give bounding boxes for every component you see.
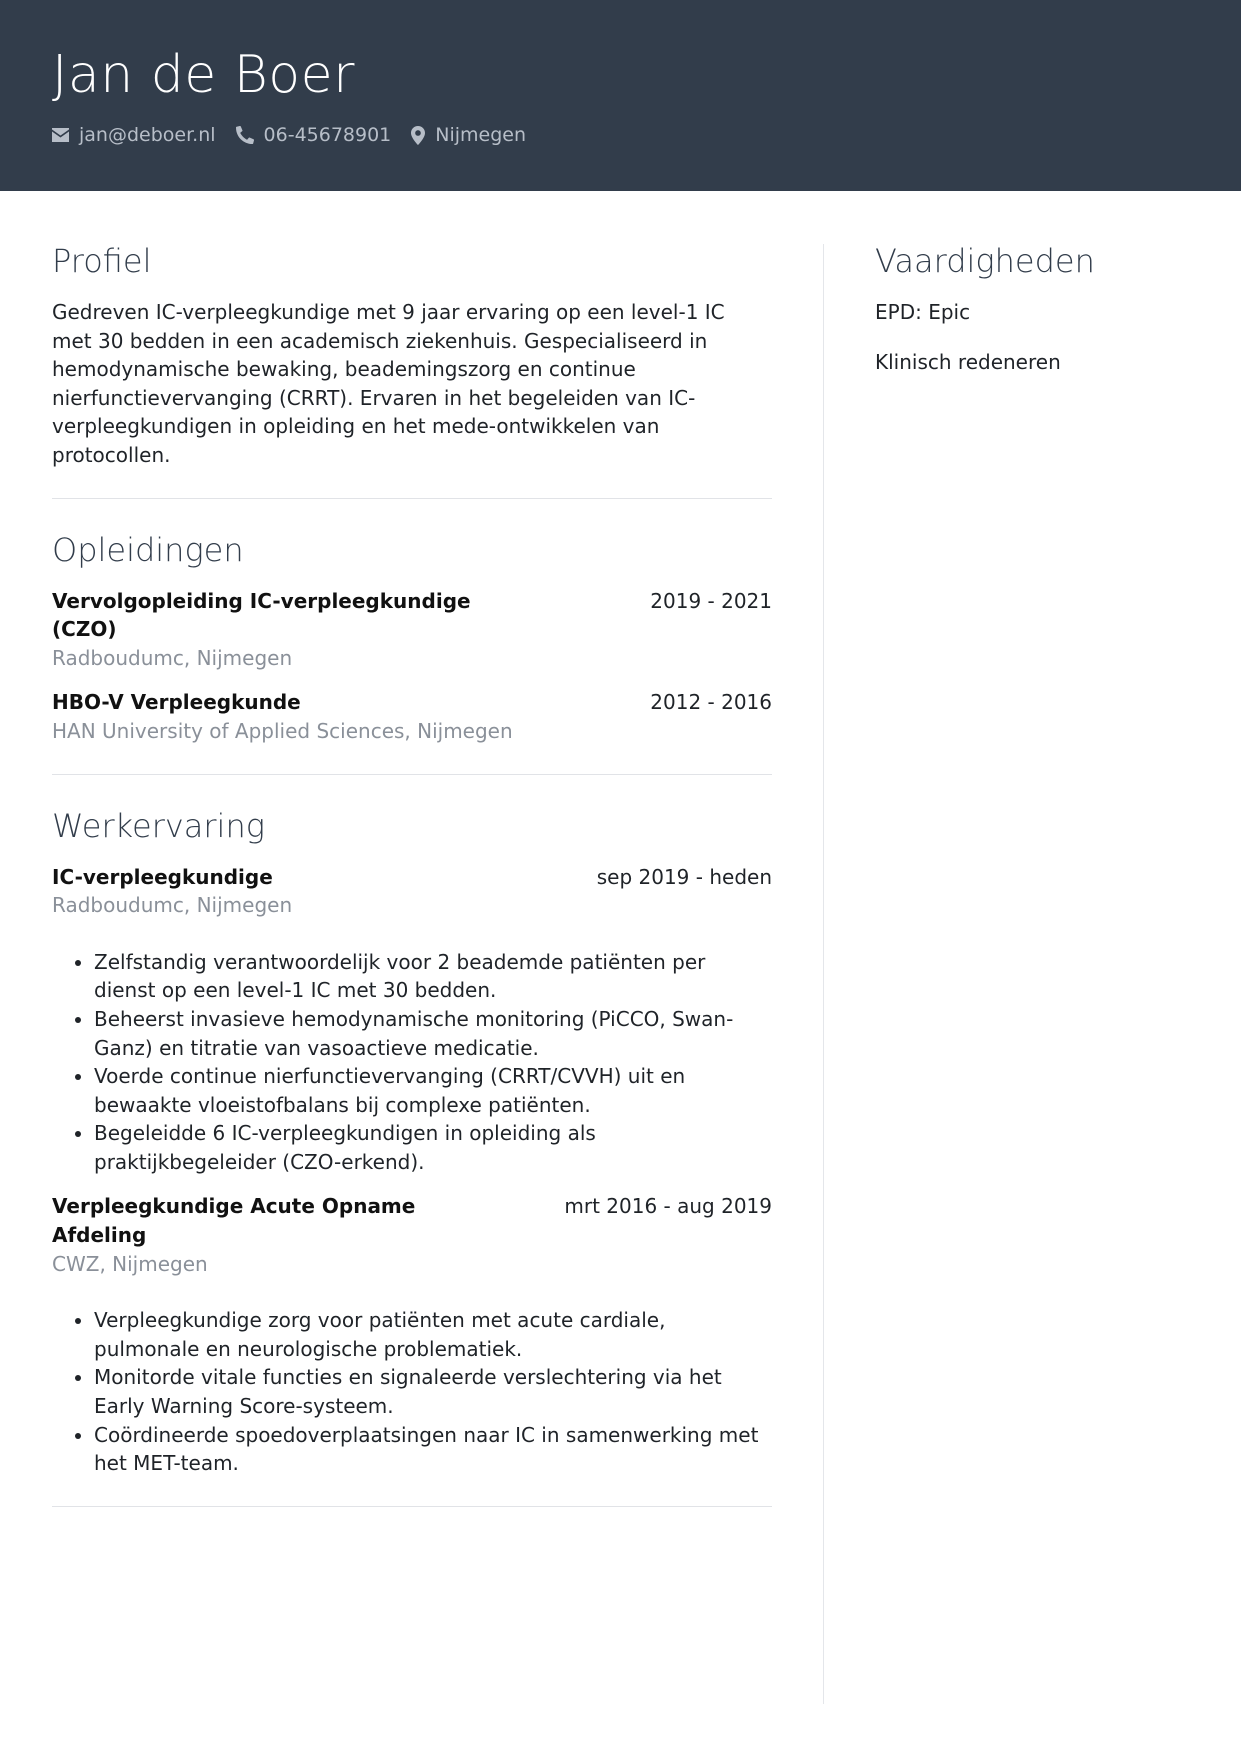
sidebar-column [875, 240, 1205, 376]
bullet-item: • Zelfstandig verantwoordelijk voor 2 beademde patiënten per dienst op een level-1 IC met 30 bedden. [94, 948, 772, 1005]
experience-section [52, 805, 772, 1507]
email-text: jan@deboer.nl [79, 124, 216, 146]
section-title-experience: Werkervaring [52, 806, 265, 845]
profile-section [52, 240, 772, 499]
job-employer: CWZ, Nijmegen [52, 1251, 208, 1276]
candidate-name: Jan de Boer [52, 45, 355, 105]
education-title: Vervolgopleiding IC-verpleegkundige (CZO) [52, 588, 471, 642]
header [0, 0, 1241, 191]
bullet-item: • Monitorde vitale functies en signaleerde verslechtering via het Early Warning Score-systeem. [94, 1363, 772, 1420]
education-entry [52, 688, 772, 745]
job-bullets [52, 948, 772, 1177]
experience-entry [52, 1192, 772, 1477]
profile-text: Gedreven IC-verpleegkundige met 9 jaar ervaring op een level-1 IC met 30 bedden in een academisch ziekenhuis. Gespecialiseerd in hemodynamische bewaking, beademingszorg en continue nierfunctievervanging (CRRT). Ervaren in het begeleiden van IC-verpleegkundigen in opleiding en het mede-ontwikkelen van protocollen. [52, 300, 725, 467]
phone-text: 06-45678901 [263, 124, 392, 146]
job-date: mrt 2016 - aug 2019 [564, 1194, 772, 1219]
bullet-item: • Beheerst invasieve hemodynamische monitoring (PiCCO, Swan-Ganz) en titratie van vasoactieve medicatie. [94, 1005, 772, 1062]
job-bullets [52, 1306, 772, 1478]
contact-location [411, 122, 526, 148]
map-pin-icon [411, 126, 425, 145]
education-title: HBO-V Verpleegkunde [52, 690, 301, 715]
job-title: IC-verpleegkundige [52, 864, 273, 889]
contact-email[interactable] [52, 122, 216, 148]
section-title-education: Opleidingen [52, 530, 244, 569]
education-institution: Radboudumc, Nijmegen [52, 645, 293, 670]
skill-item: EPD: Epic [875, 300, 971, 324]
main-column [52, 240, 772, 1537]
job-title: Verpleegkundige Acute Opname Afdeling [52, 1194, 416, 1248]
bullet-item: • Verpleegkundige zorg voor patiënten met acute cardiale, pulmonale en neurologische problematiek. [94, 1306, 772, 1363]
education-entry [52, 587, 772, 673]
section-title-skills: Vaardigheden [875, 242, 1095, 280]
job-employer: Radboudumc, Nijmegen [52, 893, 293, 918]
envelope-icon [52, 128, 69, 142]
skill-item: Klinisch redeneren [875, 349, 1061, 374]
bullet-item: • Begeleidde 6 IC-verpleegkundigen in opleiding als praktijkbegeleider (CZO-erkend). [94, 1119, 772, 1176]
education-section [52, 529, 772, 775]
bullet-item: • Voerde continue nierfunctievervanging (CRRT/CVVH) uit en bewaakte vloeistofbalans bij complexe patiënten. [94, 1062, 772, 1119]
education-date: 2012 - 2016 [650, 690, 772, 715]
column-divider [823, 244, 824, 1704]
experience-entry [52, 863, 772, 1177]
section-title-profile: Profiel [52, 242, 152, 280]
bullet-item: • Coördineerde spoedoverplaatsingen naar IC in samenwerking met het MET-team. [94, 1421, 772, 1478]
contact-bar [52, 122, 546, 148]
job-date: sep 2019 - heden [596, 864, 772, 889]
education-date: 2019 - 2021 [650, 588, 772, 613]
location-text: Nijmegen [435, 124, 527, 146]
phone-icon [236, 126, 254, 144]
education-institution: HAN University of Applied Sciences, Nijmegen [52, 718, 513, 743]
contact-phone[interactable] [236, 122, 392, 148]
